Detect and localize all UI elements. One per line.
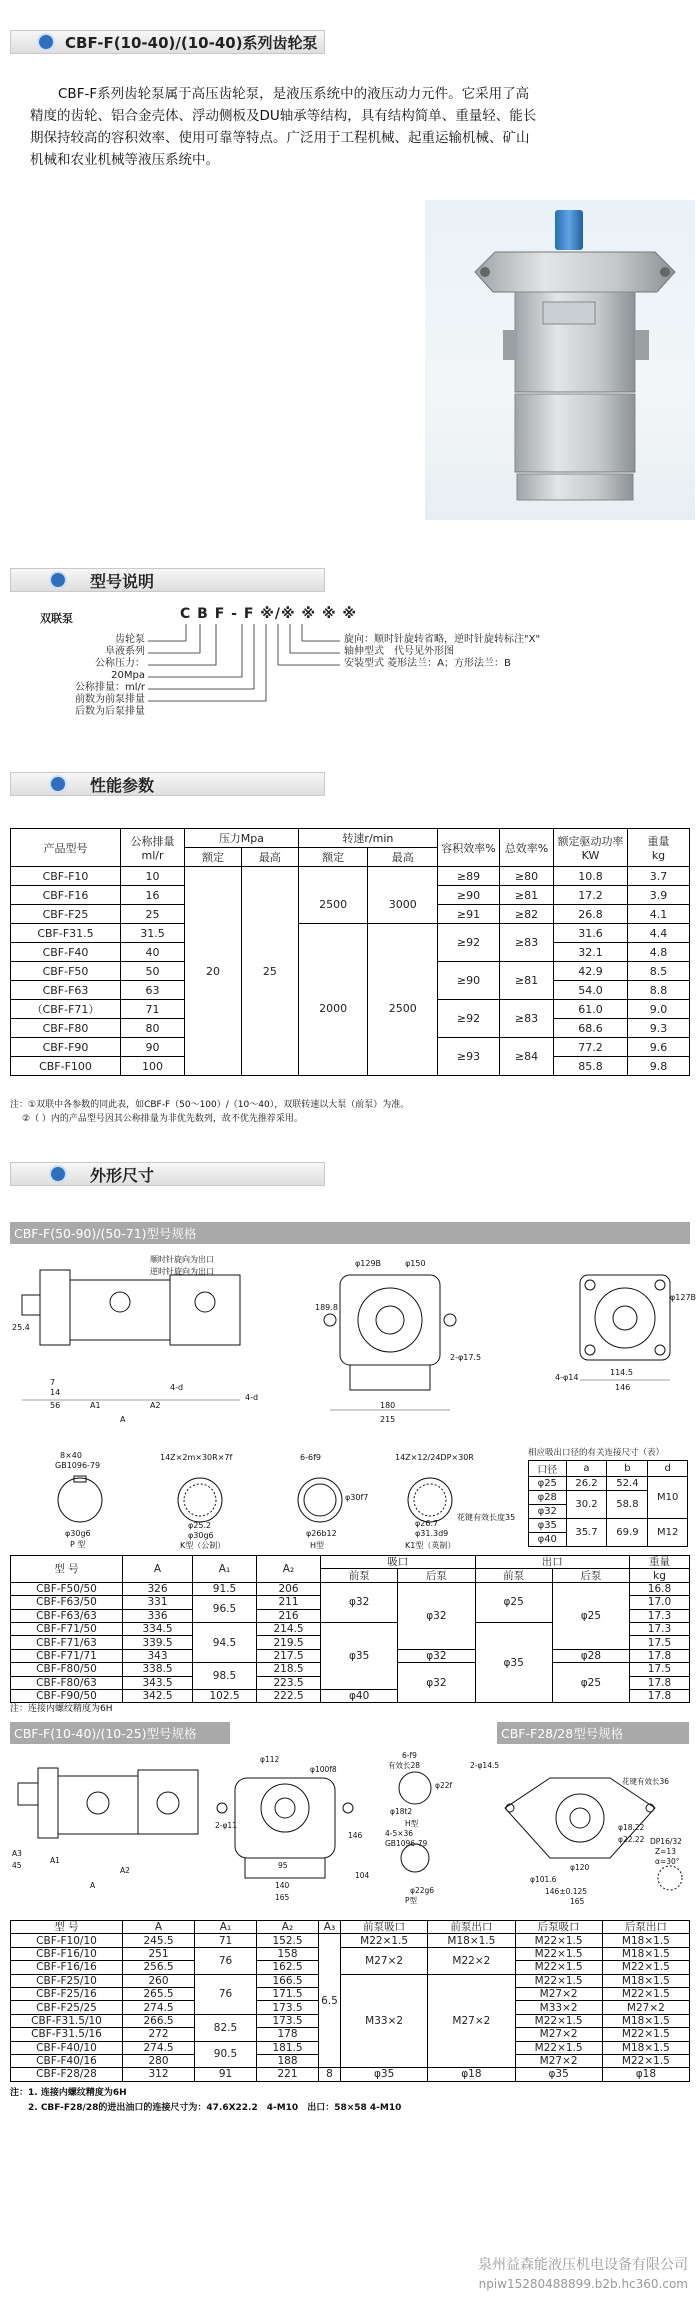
svg-text:α=30°: α=30°	[655, 1857, 680, 1866]
svg-text:2-φ17.5: 2-φ17.5	[450, 1353, 482, 1362]
svg-text:φ30g6: φ30g6	[65, 1529, 91, 1538]
product-photo	[425, 200, 695, 520]
svg-text:GB1096-79: GB1096-79	[385, 1839, 428, 1848]
model-code: C B F - F ※/※ ※ ※ ※	[180, 606, 358, 622]
model-right-labels: 旋向：顺时针旋转省略，逆时针旋转标注"X" 轴伸型式 代号见外形图 安装型式 菱形法兰：A；方形法兰：B	[344, 634, 541, 669]
svg-text:K型（公制）: K型（公制）	[180, 1541, 226, 1550]
table-row: CBF-F16/10 251 76 158 M27×2 M22×2 M22×1.5 M18×1.5	[11, 1947, 690, 1960]
performance-table: 产品型号 公称排量 ml/r 压力Mpa 转速r/min 容积效率% 总效率% 额定驱动功率 KW 重量 kg 额定 最高 额定 最高 CBF-F10 10 20 25 ≥89 ≥80 10.8 3.7 CBF-F16 16 2500 3000 ≥90 ≥81 17.2 3.9 CBF-F25 25 ≥91 ≥82 26.8 4.1 CBF-F31.5 31.5 ≥92 ≥83 31.6 4.4 CBF-F40 40 2000 2500 32.1 4.8 CBF-F50 50 ≥90 ≥81 42.9 8.5 CBF-F63 63 54.0 8.8 （CBF-F71） 71 ≥92 ≥83 61.0 9.0 CBF-F80 80 68.6 9.3 CBF-F90 90 ≥93 ≥84 77.2 9.6 CBF-F100 100 85.8 9.8	[10, 828, 690, 1076]
table-row: CBF-F25 25 ≥91 ≥82 26.8 4.1	[11, 905, 690, 924]
spec-bar-10-40: CBF-F(10-40)/(10-25)型号规格	[10, 1722, 230, 1744]
table-row: CBF-F50/50 326 91.5 206 φ32 φ32 φ25 φ25 16.8	[11, 1582, 690, 1595]
svg-text:180: 180	[380, 1401, 396, 1410]
svg-text:φ150: φ150	[405, 1259, 426, 1268]
svg-text:A2: A2	[150, 1401, 161, 1410]
dimension-table-10-40: 型 号 A A₁ A₂ A₃ 前泵吸口 前泵出口 后泵吸口 后泵出口 CBF-F10/10 245.5 71 152.5 6.5 M22×1.5 M18×1.5 M22×1.5 M18×1.5 CBF-F16/10 251 76 158 M27×2 M22×2 M22×1.5 M18×1.5 CBF-F16/16 256.5 162.5 M22×1.5 M22×1.5 CBF-F25/10 260 76 166.5 M33×2 M27×2 M22×1.5 M18×1.5 CBF-F25/16 265.5 171.5 M27×2 M22×1.5 CBF-F25/25 274.5 173.5 M33×2 M27×2 CBF-F31.5/10 266.5 82.5 173.5 M22×1.5 M18×1.5 CBF-F31.5/16 272 178 M27×2 M22×1.5 CBF-F40/10 274.5 90.5 181.5 M22×1.5 M18×1.5 CBF-F40/16 280 188 M27×2 M22×1.5 CBF-F28/28 312 91 221 8 φ35 φ18 φ35 φ18	[10, 1920, 690, 2082]
table-row: CBF-F71/50 334.5 94.5 214.5 φ35 φ35 17.3	[11, 1622, 690, 1635]
svg-text:花键有效长36: 花键有效长36	[622, 1777, 670, 1786]
section-title: CBF-F(10-40)/(10-40)系列齿轮泵	[65, 33, 318, 52]
spec-bar-50-90: CBF-F(50-90)/(50-71)型号规格	[10, 1222, 690, 1244]
bullet-icon	[51, 573, 65, 587]
svg-text:GB1096-79: GB1096-79	[55, 1461, 101, 1470]
svg-text:104: 104	[355, 1871, 370, 1880]
table-row: CBF-F25/10 260 76 166.5 M33×2 M27×2 M22×1.5 M18×1.5	[11, 1974, 690, 1987]
table-row: CBF-F25/25 274.5 173.5 M33×2 M27×2	[11, 2001, 690, 2014]
svg-text:189.8: 189.8	[315, 1303, 338, 1312]
table-row: CBF-F80 80 68.6 9.3	[11, 1019, 690, 1038]
svg-text:φ26b12: φ26b12	[306, 1529, 337, 1538]
svg-text:φ30g6: φ30g6	[188, 1531, 214, 1540]
table-row: CBF-F71/63 339.5 219.5 17.5	[11, 1636, 690, 1649]
svg-text:7: 7	[50, 1378, 56, 1387]
svg-text:φ25.2: φ25.2	[188, 1521, 212, 1530]
svg-text:14: 14	[50, 1388, 61, 1397]
svg-text:φ22f: φ22f	[435, 1781, 453, 1790]
pump-outline-drawing-1	[10, 1250, 697, 1440]
svg-text:2-φ14.5: 2-φ14.5	[470, 1761, 500, 1770]
svg-text:140: 140	[275, 1881, 290, 1890]
table-row: CBF-F90 90 ≥93 ≥84 77.2 9.6	[11, 1038, 690, 1057]
svg-text:165: 165	[570, 1897, 585, 1906]
svg-text:A3: A3	[12, 1849, 22, 1858]
table-row: CBF-F100 100 85.8 9.8	[11, 1057, 690, 1076]
svg-text:14Z×2m×30R×7f: 14Z×2m×30R×7f	[160, 1453, 233, 1462]
svg-text:K1型（英制）: K1型（英制）	[405, 1541, 456, 1550]
section-header-performance	[10, 772, 325, 796]
svg-text:14Z×12/24DP×30R: 14Z×12/24DP×30R	[395, 1453, 474, 1462]
svg-text:4-d: 4-d	[170, 1383, 184, 1392]
table-row: CBF-F31.5/16 272 178 M27×2 M22×1.5	[11, 2028, 690, 2041]
svg-text:4-5×36: 4-5×36	[385, 1829, 414, 1838]
svg-text:φ100f8: φ100f8	[310, 1765, 337, 1774]
pump-outline-drawing-2	[10, 1748, 690, 1908]
svg-text:H型: H型	[405, 1819, 419, 1828]
svg-text:6-6f9: 6-6f9	[300, 1453, 321, 1462]
dimension-table-50-90: 型 号 A A₁ A₂ 吸口 出口 重量 前泵 后泵 前泵 后泵 kg CBF-F50/50 326 91.5 206 φ32 φ32 φ25 φ25 16.8 CBF-F63/50 331 96.5 211 17.0 CBF-F63/63 336 216 17.3 CBF-F71/50 334.5 94.5 214.5 φ35 φ35 17.3 CBF-F71/63 339.5 219.5 17.5 CBF-F71/71 343 217.5 φ32 φ28 17.8 CBF-F80/50 338.5 98.5 218.5 φ32 φ25 17.5 CBF-F80/63 343.5 223.5 17.8 CBF-F90/50 342.5 102.5 222.5 φ40 17.8	[10, 1555, 690, 1703]
svg-text:花键有效长度35: 花键有效长度35	[457, 1513, 516, 1522]
table-row: CBF-F80/50 338.5 98.5 218.5 φ32 φ25 17.5	[11, 1663, 690, 1676]
table-row: CBF-F10/10 245.5 71 152.5 6.5 M22×1.5 M18×1.5 M22×1.5 M18×1.5	[11, 1934, 690, 1947]
svg-text:φ129B: φ129B	[355, 1259, 382, 1268]
table-row: CBF-F63 63 54.0 8.8	[11, 981, 690, 1000]
svg-text:A: A	[120, 1415, 126, 1424]
intro-paragraph: CBF-F系列齿轮泵属于高压齿轮泵，是液压系统中的液压动力元件。它采用了高精度的齿轮、铝合金壳体、浮动侧板及DU轴承等结构，具有结构简单、重量轻、能长期保持较高的容积效率、使用可靠等特点。广泛用于工程机械、起重运输机械、矿山机械和农业机械等液压系统中。	[30, 86, 537, 168]
section-title: 型号说明	[90, 571, 155, 591]
spec-bar-28-28: CBF-F28/28型号规格	[497, 1722, 689, 1744]
svg-text:A1: A1	[90, 1401, 101, 1410]
svg-text:φ18.22: φ18.22	[618, 1823, 645, 1832]
model-left-labels: 齿轮泵 阜液系列 公称压力：20Mpa 公称排量：ml/r 前数为前泵排量 后数为后泵排量	[75, 634, 145, 717]
table-row: CBF-F40/10 274.5 90.5 181.5 M22×1.5 M18×1.5	[11, 2041, 690, 2054]
table-row: CBF-F90/50 342.5 102.5 222.5 φ40 17.8	[11, 1689, 690, 1702]
svg-text:165: 165	[275, 1893, 290, 1902]
svg-text:114.5: 114.5	[610, 1368, 633, 1377]
table-row: CBF-F31.5/10 266.5 82.5 173.5 M22×1.5 M18×1.5	[11, 2014, 690, 2027]
svg-text:DP16/32: DP16/32	[650, 1837, 682, 1846]
table-row: CBF-F16/16 256.5 162.5 M22×1.5 M22×1.5	[11, 1961, 690, 1974]
svg-text:45: 45	[12, 1861, 22, 1870]
port-size-table: 口径 a b d φ25 26.2 52.4 M10 φ28 30.2 58.8 φ32 φ35 35.7 69.9 M12 φ40	[528, 1460, 688, 1547]
model-head-label: 双联泵	[40, 612, 73, 625]
svg-text:φ22g6: φ22g6	[410, 1886, 435, 1895]
svg-text:215: 215	[380, 1415, 396, 1424]
svg-text:φ31.3d9: φ31.3d9	[415, 1529, 449, 1538]
svg-text:4-d: 4-d	[245, 1393, 259, 1402]
svg-text:φ127B: φ127B	[670, 1293, 697, 1302]
svg-text:95: 95	[278, 1861, 288, 1870]
port-table-caption: 相应吸出口径的有关连接尺寸（表）	[528, 1448, 665, 1458]
svg-text:顺时针旋向为出口: 顺时针旋向为出口	[150, 1255, 214, 1264]
svg-text:φ30f7: φ30f7	[345, 1493, 369, 1502]
dim2-notes: 注：1. 连接内螺纹精度为6H 2. CBF-F28/28的进出油口的连接尺寸为：47.6X22.2 4-M10 出口：58×58 4-M10	[10, 2088, 402, 2113]
table-row: CBF-F80/63 343.5 223.5 17.8	[11, 1676, 690, 1689]
svg-text:A1: A1	[50, 1856, 60, 1865]
svg-text:146±0.125: 146±0.125	[545, 1887, 588, 1896]
svg-text:4-φ14: 4-φ14	[555, 1373, 579, 1382]
table-row: CBF-F63/63 336 216 17.3	[11, 1609, 690, 1622]
model-code-diagram	[40, 604, 680, 734]
svg-text:Z=13: Z=13	[655, 1847, 676, 1856]
table-row: CBF-F71/71 343 217.5 φ32 φ28 17.8	[11, 1649, 690, 1662]
section-header-series	[10, 30, 325, 54]
svg-text:146: 146	[615, 1383, 631, 1392]
svg-text:有效长28: 有效长28	[388, 1761, 421, 1770]
table-row: CBF-F16 16 2500 3000 ≥90 ≥81 17.2 3.9	[11, 886, 690, 905]
svg-text:146: 146	[348, 1831, 363, 1840]
svg-text:逆时针旋向为出口: 逆时针旋向为出口	[150, 1267, 214, 1276]
table-row: CBF-F63/50 331 96.5 211 17.0	[11, 1596, 690, 1609]
shaft-sections-drawing	[10, 1450, 520, 1550]
footer-company: 泉州益森能液压机电设备有限公司 npiw15280488899.b2b.hc360.com	[478, 2257, 688, 2291]
svg-text:6-f9: 6-f9	[402, 1751, 417, 1760]
svg-text:φ120: φ120	[570, 1863, 590, 1872]
table-row: CBF-F10 10 20 25 ≥89 ≥80 10.8 3.7	[11, 867, 690, 886]
table-row: CBF-F28/28 312 91 221 8 φ35 φ18 φ35 φ18	[11, 2068, 690, 2081]
table-row: （CBF-F71） 71 ≥92 ≥83 61.0 9.0	[11, 1000, 690, 1019]
perf-notes: 注：①双联中各参数的同此表，如CBF-F（50～100）/（10～40），双联转速以大泵（前泵）为准。 ②（ ）内的产品型号因其公称排量为非优先数列，故不优先推荐采用。	[10, 1100, 410, 1124]
svg-text:2-φ11: 2-φ11	[215, 1821, 237, 1830]
table-row: CBF-F50 50 ≥90 ≥81 42.9 8.5	[11, 962, 690, 981]
svg-text:A: A	[90, 1881, 96, 1890]
svg-text:H型: H型	[310, 1541, 325, 1550]
dim1-note: 注：连接内螺纹精度为6H	[10, 1704, 113, 1714]
svg-text:56: 56	[50, 1401, 61, 1410]
svg-text:8×40: 8×40	[60, 1451, 82, 1460]
table-row: CBF-F31.5 31.5 ≥92 ≥83 31.6 4.4	[11, 924, 690, 943]
section-header-dimensions	[10, 1162, 325, 1186]
section-header-model	[10, 568, 325, 592]
svg-text:P型: P型	[405, 1896, 418, 1905]
bullet-icon	[39, 35, 53, 49]
bullet-icon	[51, 777, 65, 791]
svg-text:φ101.6: φ101.6	[530, 1875, 557, 1884]
svg-text:P 型: P 型	[70, 1540, 86, 1549]
svg-text:φ112: φ112	[260, 1755, 280, 1764]
svg-text:25.4: 25.4	[12, 1323, 30, 1332]
section-title: 性能参数	[90, 775, 155, 795]
bullet-icon	[51, 1167, 65, 1181]
table-row: CBF-F40 40 2000 2500 32.1 4.8	[11, 943, 690, 962]
table-row: CBF-F40/16 280 188 M27×2 M22×1.5	[11, 2054, 690, 2067]
svg-text:A2: A2	[120, 1866, 130, 1875]
section-title: 外形尺寸	[90, 1165, 155, 1185]
svg-text:φ22.22: φ22.22	[618, 1835, 645, 1844]
svg-text:φ18t2: φ18t2	[390, 1807, 413, 1816]
table-row: CBF-F25/16 265.5 171.5 M27×2 M22×1.5	[11, 1987, 690, 2000]
svg-text:φ26.7: φ26.7	[415, 1519, 439, 1528]
